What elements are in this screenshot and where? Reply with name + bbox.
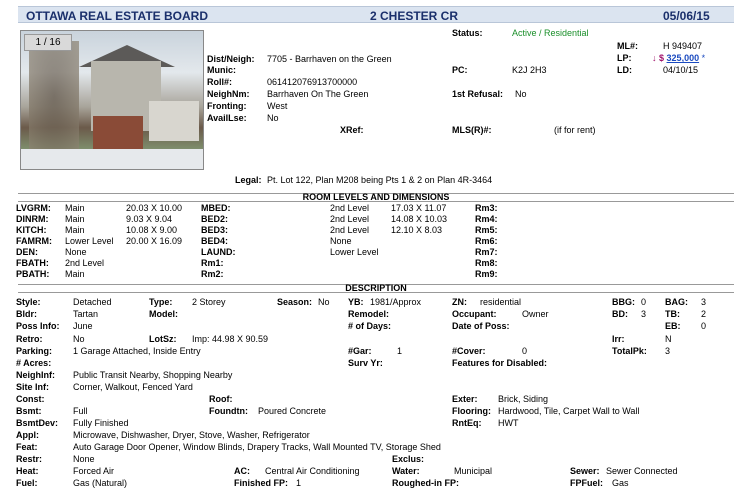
room-label: FBATH: xyxy=(16,258,49,268)
room-label: LAUND: xyxy=(201,247,236,257)
siteinf-value: Corner, Walkout, Fenced Yard xyxy=(73,382,193,392)
finishedfp-label: Finished FP: xyxy=(234,478,288,488)
foundtn-label: Foundtn: xyxy=(209,406,248,416)
room-level: Lower Level xyxy=(65,236,114,246)
ml-label: ML#: xyxy=(617,41,638,51)
fpfuel-value: Gas xyxy=(612,478,629,488)
room-level: Main xyxy=(65,225,85,235)
irr-label: Irr: xyxy=(612,334,625,344)
acres-label: # Acres: xyxy=(16,358,52,368)
room-dimensions: 12.10 X 8.03 xyxy=(391,225,443,235)
mls-label: MLS(R)#: xyxy=(452,125,492,135)
neighnm-value: Barrhaven On The Green xyxy=(267,89,369,99)
roll-label: Roll#: xyxy=(207,77,233,87)
room-label: MBED: xyxy=(201,203,231,213)
availse-label: AvailLse: xyxy=(207,113,247,123)
season-label: Season: xyxy=(277,297,313,307)
fronting-label: Fronting: xyxy=(207,101,247,111)
yb-label: YB: xyxy=(348,297,364,307)
room-dimensions: 17.03 X 11.07 xyxy=(391,203,447,213)
status-value: Active / Residential xyxy=(512,28,589,38)
poss-value: June xyxy=(73,321,93,331)
listing-photo[interactable] xyxy=(20,30,204,170)
restr-value: None xyxy=(73,454,95,464)
munic-label: Munic: xyxy=(207,65,236,75)
exter-label: Exter: xyxy=(452,394,478,404)
room-level: 2nd Level xyxy=(330,225,370,235)
season-value: No xyxy=(318,297,330,307)
room-level: 2nd Level xyxy=(330,214,370,224)
features-label: Features for Disabled: xyxy=(452,358,548,368)
bsmt-label: Bsmt: xyxy=(16,406,42,416)
rooms-title: ROOM LEVELS AND DIMENSIONS xyxy=(302,192,450,202)
photo-brick xyxy=(93,116,143,151)
room-level: None xyxy=(65,247,87,257)
room-label: BED4: xyxy=(201,236,229,246)
refusal-label: 1st Refusal: xyxy=(452,89,504,99)
lp-star: * xyxy=(701,53,706,63)
exclus-label: Exclus: xyxy=(392,454,425,464)
flooring-value: Hardwood, Tile, Carpet Wall to Wall xyxy=(498,406,640,416)
status-label: Status: xyxy=(452,28,483,38)
room-dimensions: 20.00 X 16.09 xyxy=(126,236,183,246)
room-label: Rm2: xyxy=(201,269,224,279)
style-label: Style: xyxy=(16,297,41,307)
tb-label: TB: xyxy=(665,309,680,319)
room-label: Rm3: xyxy=(475,203,498,213)
ml-value: H 949407 xyxy=(663,41,703,51)
model-label: Model: xyxy=(149,309,178,319)
fpfuel-label: FPFuel: xyxy=(570,478,603,488)
neighnm-label: NeighNm: xyxy=(207,89,250,99)
room-label: Rm8: xyxy=(475,258,498,268)
room-level: Lower Level xyxy=(330,247,379,257)
bldr-value: Tartan xyxy=(73,309,99,319)
bag-value: 3 xyxy=(701,297,707,307)
restr-label: Restr: xyxy=(16,454,43,464)
rnteq-value: HWT xyxy=(498,418,519,428)
cover-label: #Cover: xyxy=(452,346,486,356)
lp-currency: $ xyxy=(659,53,665,63)
neighinf-label: NeighInf: xyxy=(16,370,55,380)
flooring-label: Flooring: xyxy=(452,406,491,416)
poss-label: Poss Info: xyxy=(16,321,60,331)
bbg-value: 0 xyxy=(641,297,647,307)
fuel-value: Gas (Natural) xyxy=(73,478,128,488)
ac-label: AC: xyxy=(234,466,250,476)
room-level: 2nd Level xyxy=(65,258,105,268)
totalpk-value: 3 xyxy=(665,346,671,356)
legal-value: Pt. Lot 122, Plan M208 being Pts 1 & 2 on Plan 4R-3464 xyxy=(267,175,493,185)
room-label: Rm6: xyxy=(475,236,498,246)
heat-label: Heat: xyxy=(16,466,39,476)
water-value: Municipal xyxy=(454,466,493,476)
room-label: KITCH: xyxy=(16,225,47,235)
gar-label: #Gar: xyxy=(348,346,372,356)
dist-label: Dist/Neigh: xyxy=(207,54,255,64)
room-level: Main xyxy=(65,203,85,213)
room-label: FAMRM: xyxy=(16,236,52,246)
list-price-link[interactable]: 325,000 xyxy=(666,53,700,63)
irr-value: N xyxy=(665,334,672,344)
neighinf-value: Public Transit Nearby, Shopping Nearby xyxy=(73,370,233,380)
room-label: DINRM: xyxy=(16,214,49,224)
price-down-arrow-icon: ↓ xyxy=(652,53,657,63)
lotsz-label: LotSz: xyxy=(149,334,177,344)
lp-row xyxy=(652,53,705,64)
rnteq-label: RntEq: xyxy=(452,418,482,428)
totalpk-label: TotalPk: xyxy=(612,346,647,356)
room-dimensions: 10.08 X 9.00 xyxy=(126,225,178,235)
tb-value: 2 xyxy=(701,309,707,319)
room-label: Rm5: xyxy=(475,225,498,235)
photo-counter[interactable]: 1 / 16 xyxy=(24,34,72,51)
photo-garage xyxy=(149,101,199,141)
remodel-label: Remodel: xyxy=(348,309,390,319)
lp-label: LP: xyxy=(617,53,632,63)
feat-value: Auto Garage Door Opener, Window Blinds, Drapery Tracks, Wall Mounted TV, Storage Shed xyxy=(73,442,441,452)
siteinf-label: Site Inf: xyxy=(16,382,49,392)
listing-header xyxy=(18,6,734,23)
board-name: OTTAWA REAL ESTATE BOARD xyxy=(26,9,208,23)
dateposs-label: Date of Poss: xyxy=(452,321,510,331)
listing-address: 2 CHESTER CR xyxy=(370,9,459,23)
photo-snow xyxy=(21,149,204,170)
fronting-value: West xyxy=(267,101,288,111)
parking-label: Parking: xyxy=(16,346,53,356)
eb-label: EB: xyxy=(665,321,681,331)
yb-value: 1981/Approx xyxy=(370,297,422,307)
room-label: Rm1: xyxy=(201,258,224,268)
bsmt-value: Full xyxy=(73,406,88,416)
appl-label: Appl: xyxy=(16,430,39,440)
bldr-label: Bldr: xyxy=(16,309,37,319)
heat-value: Forced Air xyxy=(73,466,115,476)
roughin-label: Roughed-in FP: xyxy=(392,478,459,488)
zn-value: residential xyxy=(480,297,522,307)
appl-value: Microwave, Dishwasher, Dryer, Stove, Washer, Refrigerator xyxy=(73,430,310,440)
availse-value: No xyxy=(267,113,279,123)
sewer-label: Sewer: xyxy=(570,466,600,476)
room-dimensions: 20.03 X 10.00 xyxy=(126,203,183,213)
occupant-label: Occupant: xyxy=(452,309,497,319)
xref-label: XRef: xyxy=(340,125,364,135)
sewer-value: Sewer Connected xyxy=(606,466,678,476)
room-level: 2nd Level xyxy=(330,203,370,213)
room-label: Rm7: xyxy=(475,247,498,257)
room-level: Main xyxy=(65,269,85,279)
foundtn-value: Poured Concrete xyxy=(258,406,327,416)
rooms-section-bar xyxy=(18,193,734,202)
zn-label: ZN: xyxy=(452,297,467,307)
description-title: DESCRIPTION xyxy=(345,283,407,293)
style-value: Detached xyxy=(73,297,112,307)
gar-value: 1 xyxy=(397,346,403,356)
room-label: Rm9: xyxy=(475,269,498,279)
eb-value: 0 xyxy=(701,321,707,331)
roof-label: Roof: xyxy=(209,394,233,404)
room-label: LVGRM: xyxy=(16,203,51,213)
room-label: BED2: xyxy=(201,214,229,224)
bsmtdev-value: Fully Finished xyxy=(73,418,129,428)
room-level: None xyxy=(330,236,352,246)
photo-tree xyxy=(29,41,79,151)
water-label: Water: xyxy=(392,466,420,476)
bag-label: BAG: xyxy=(665,297,688,307)
type-value: 2 Storey xyxy=(192,297,226,307)
occupant-value: Owner xyxy=(522,309,549,319)
bbg-label: BBG: xyxy=(612,297,635,307)
days-label: # of Days: xyxy=(348,321,392,331)
retro-value: No xyxy=(73,334,85,344)
dist-value: 7705 - Barrhaven on the Green xyxy=(267,54,392,64)
bsmtdev-label: BsmtDev: xyxy=(16,418,59,428)
lotsz-value: Imp: 44.98 X 90.59 xyxy=(192,334,269,344)
report-date: 05/06/15 xyxy=(663,9,710,23)
room-level: Main xyxy=(65,214,85,224)
parking-value: 1 Garage Attached, Inside Entry xyxy=(73,346,201,356)
ac-value: Central Air Conditioning xyxy=(265,466,360,476)
survyr-label: Surv Yr: xyxy=(348,358,383,368)
const-label: Const: xyxy=(16,394,45,404)
legal-label: Legal: xyxy=(235,175,262,185)
pc-label: PC: xyxy=(452,65,468,75)
finishedfp-value: 1 xyxy=(296,478,302,488)
retro-label: Retro: xyxy=(16,334,43,344)
room-dimensions: 9.03 X 9.04 xyxy=(126,214,173,224)
bd-value: 3 xyxy=(641,309,647,319)
refusal-value: No xyxy=(515,89,527,99)
cover-value: 0 xyxy=(522,346,528,356)
feat-label: Feat: xyxy=(16,442,38,452)
room-label: PBATH: xyxy=(16,269,50,279)
ld-value: 04/10/15 xyxy=(663,65,699,75)
room-label: DEN: xyxy=(16,247,38,257)
exter-value: Brick, Siding xyxy=(498,394,549,404)
ld-label: LD: xyxy=(617,65,632,75)
roll-value: 061412076913700000 xyxy=(267,77,358,87)
bd-label: BD: xyxy=(612,309,628,319)
room-dimensions: 14.08 X 10.03 xyxy=(391,214,448,224)
pc-value: K2J 2H3 xyxy=(512,65,547,75)
fuel-label: Fuel: xyxy=(16,478,38,488)
description-section-bar xyxy=(18,284,734,293)
room-label: Rm4: xyxy=(475,214,498,224)
room-label: BED3: xyxy=(201,225,229,235)
type-label: Type: xyxy=(149,297,173,307)
mls-value: (if for rent) xyxy=(554,125,596,135)
